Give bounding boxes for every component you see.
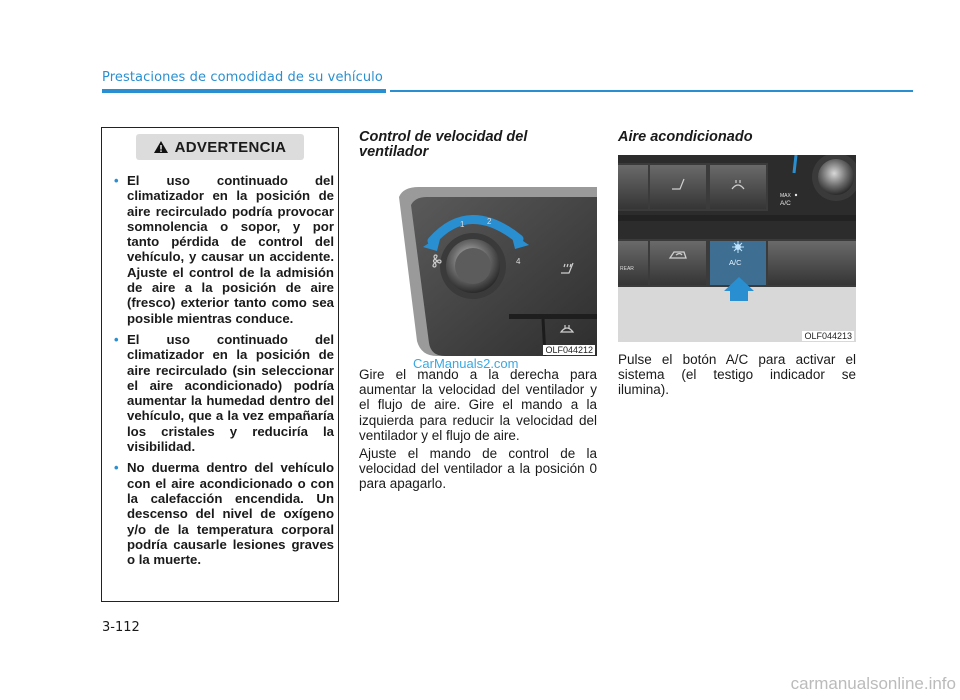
warning-heading-text: ADVERTENCIA [174, 138, 287, 156]
fan-control-photo [359, 169, 597, 356]
warning-box [101, 127, 339, 602]
bullet-icon: • [114, 173, 119, 188]
ac-paragraph-1: Pulse el botón A/C para activar el sistema (el testigo indicador se ilumina). [618, 352, 856, 398]
max-ac-label: A/C [780, 200, 791, 207]
ac-section-title: Aire acondicionado [618, 129, 753, 145]
warning-item: • No duerma dentro del vehículo con el aire acondicionado o con la calefacción encendida. Un descenso del nivel de oxígeno y/o de la temperatura corporal podría causarle lesiones graves o la muerte. [114, 460, 334, 568]
ac-image-code: OLF044213 [804, 331, 852, 341]
bullet-icon: • [114, 460, 119, 476]
warning-item: • El uso continuado del climatizador en la posición de aire recirculado (sin seleccionar el aire acondicionado) podría aumentar la humedad dentro del vehículo, que a la vez empañaría los cristales y reduciría la visibilidad. [114, 331, 334, 455]
bullet-icon: • [114, 331, 119, 347]
page-number: 3-112 [102, 620, 140, 635]
ac-panel-illustration [618, 155, 856, 342]
warning-heading [136, 134, 304, 160]
ac-button-label: A/C [729, 258, 742, 267]
fan-section-title: Control de velocidad del ventilador [359, 129, 528, 160]
warning-list [112, 173, 334, 573]
fan-paragraph-1: Gire el mando a la derecha para aumentar la velocidad del ventilador y el flujo de aire. Gire el mando a la izquierda para reducir la velocidad del ventilador y el flujo de aire. [359, 367, 597, 443]
watermark-carmanualsonline: carmanualsonline.info [790, 674, 956, 693]
max-label: MAX [780, 193, 791, 199]
section-header-title: Prestaciones de comodidad de su vehículo [102, 70, 383, 85]
warning-triangle-icon [154, 141, 168, 153]
dial-mark-4: 4 [516, 257, 521, 266]
dial-mark-1: 1 [460, 220, 465, 229]
ac-control-photo [618, 155, 856, 342]
header-rule-thick [102, 89, 386, 93]
watermark-carmanuals2: CarManuals2.com [413, 356, 519, 371]
header-rule-thin [390, 90, 913, 92]
warning-item: • El uso continuado del climatizador en la posición de aire recirculado podría provocar somnolencia o sopor, y por tanto pérdida de control del vehículo, y causar un accidente. Ajuste el control de la admisión de aire a la posición de aire (fresco) exterior tanto como sea posible mientras conduce. [114, 173, 334, 326]
rear-label: REAR [620, 266, 634, 272]
dial-mark-2: 2 [487, 217, 492, 226]
fan-paragraph-2: Ajuste el mando de control de la velocidad del ventilador a la posición 0 para apagarlo. [359, 446, 597, 492]
fan-image-code: OLF044212 [545, 345, 593, 355]
fan-dial-illustration [359, 169, 597, 356]
